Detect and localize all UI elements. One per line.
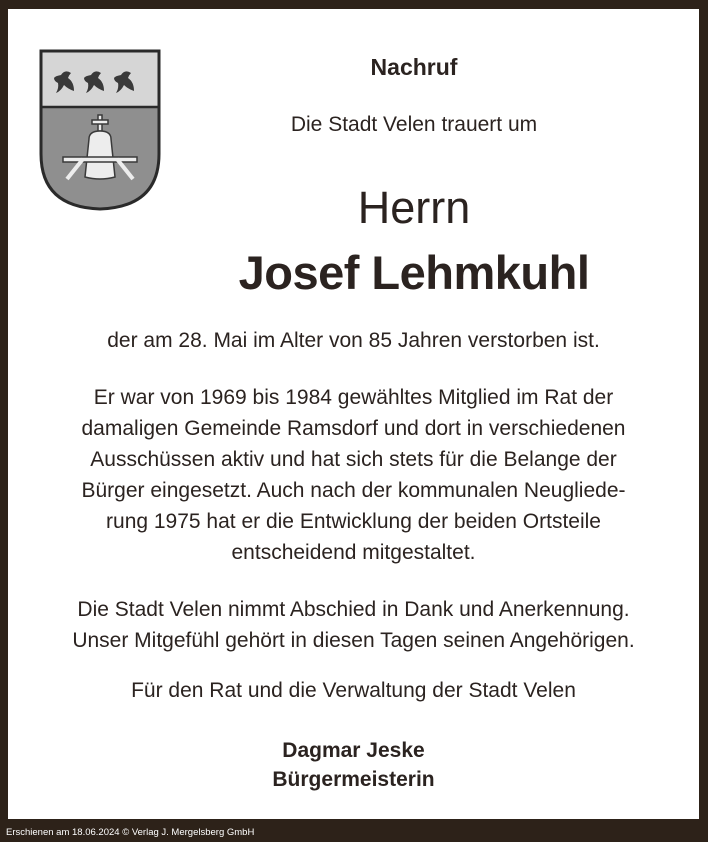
salutation: Herrn	[357, 182, 471, 233]
signer-name: Dagmar Jeske	[282, 739, 425, 762]
farewell	[8, 594, 699, 656]
notice-heading: Nachruf	[370, 54, 458, 80]
on-behalf-line: Für den Rat und die Verwaltung der Stadt Velen	[131, 679, 576, 702]
biography-line: damaligen Gemeinde Ramsdorf und dort in verschiedenen	[81, 417, 626, 440]
signer-title: Bürgermeisterin	[272, 768, 435, 791]
publication-footer: Erschienen am 18.06.2024 © Verlag J. Mergelsberg GmbH	[6, 827, 255, 838]
biography-line: Bürger eingesetzt. Auch nach der kommunalen Neugliede-	[81, 479, 626, 502]
obituary-card	[8, 9, 699, 819]
notice-intro: Die Stadt Velen trauert um	[290, 113, 538, 136]
coat-of-arms-icon	[39, 49, 161, 211]
biography-line: entscheidend mitgestaltet.	[231, 541, 476, 564]
signature-block	[8, 736, 699, 794]
biography-line: rung 1975 hat er die Entwicklung der beiden Ortsteile	[106, 510, 601, 533]
death-notice: der am 28. Mai im Alter von 85 Jahren verstorben ist.	[107, 329, 600, 352]
farewell-line: Unser Mitgefühl gehört in diesen Tagen seinen Angehörigen.	[72, 629, 635, 652]
farewell-line: Die Stadt Velen nimmt Abschied in Dank und Anerkennung.	[77, 598, 630, 621]
deceased-name: Josef Lehmkuhl	[238, 246, 590, 299]
biography	[8, 382, 699, 568]
biography-line: Ausschüssen aktiv und hat sich stets für die Belange der	[90, 448, 617, 471]
biography-line: Er war von 1969 bis 1984 gewähltes Mitglied im Rat der	[93, 386, 614, 409]
